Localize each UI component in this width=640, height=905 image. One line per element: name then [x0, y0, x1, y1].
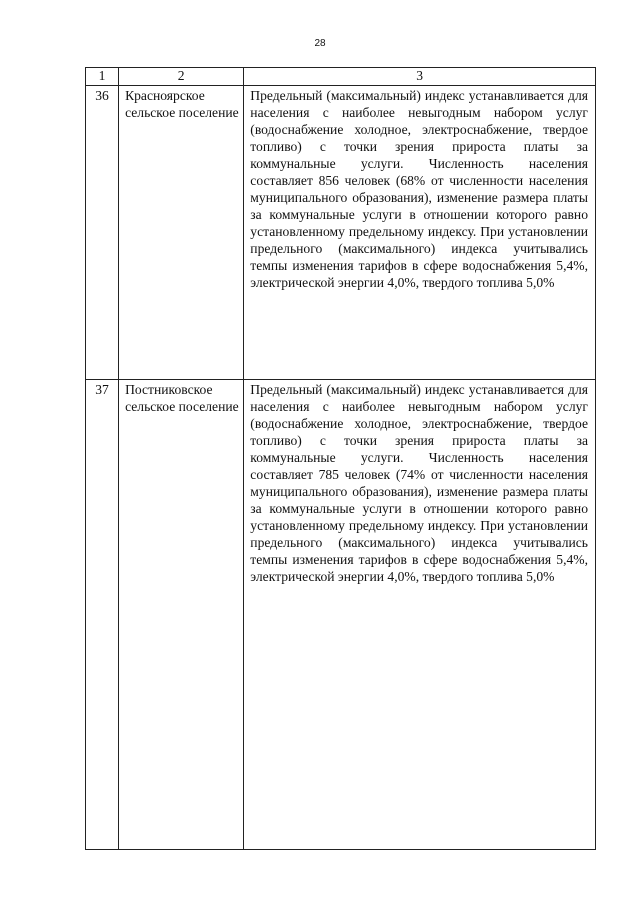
table-row	[86, 86, 596, 380]
index-description: Предельный (максимальный) индекс устанавливается для населения с наиболее невыгодным набором услуг (водоснабжение холодное, электроснабжение, твердое топливо) с точки зрения прироста платы за коммунальные услуги. Численность населения составляет 785 человек (74% от численности населения муниципального образования), изменение размера платы за коммунальные услуги в отношении которого равно установленному предельному индексу. При установлении предельного (максимального) индекса учитывались темпы изменения тарифов в сфере водоснабжения 5,4%, электрической энергии 4,0%, твердого топлива 5,0%	[244, 380, 596, 850]
page-number: 28	[314, 38, 326, 49]
row-number: 37	[86, 380, 119, 850]
row-number: 36	[86, 86, 119, 380]
column-number-3: 3	[244, 68, 596, 86]
table-row	[86, 380, 596, 850]
tariff-index-table	[85, 67, 596, 850]
settlement-name: Постниковское сельское поселение	[119, 380, 244, 850]
column-number-2: 2	[119, 68, 244, 86]
table-header-row	[86, 68, 596, 86]
column-number-1: 1	[86, 68, 119, 86]
settlement-name: Красноярское сельское поселение	[119, 86, 244, 380]
index-description: Предельный (максимальный) индекс устанавливается для населения с наиболее невыгодным набором услуг (водоснабжение холодное, электроснабжение, твердое топливо) с точки зрения прироста платы за коммунальные услуги. Численность населения составляет 856 человек (68% от численности населения муниципального образования), изменение размера платы за коммунальные услуги в отношении которого равно установленному предельному индексу. При установлении предельного (максимального) индекса учитывались темпы изменения тарифов в сфере водоснабжения 5,4%, электрической энергии 4,0%, твердого топлива 5,0%	[244, 86, 596, 380]
